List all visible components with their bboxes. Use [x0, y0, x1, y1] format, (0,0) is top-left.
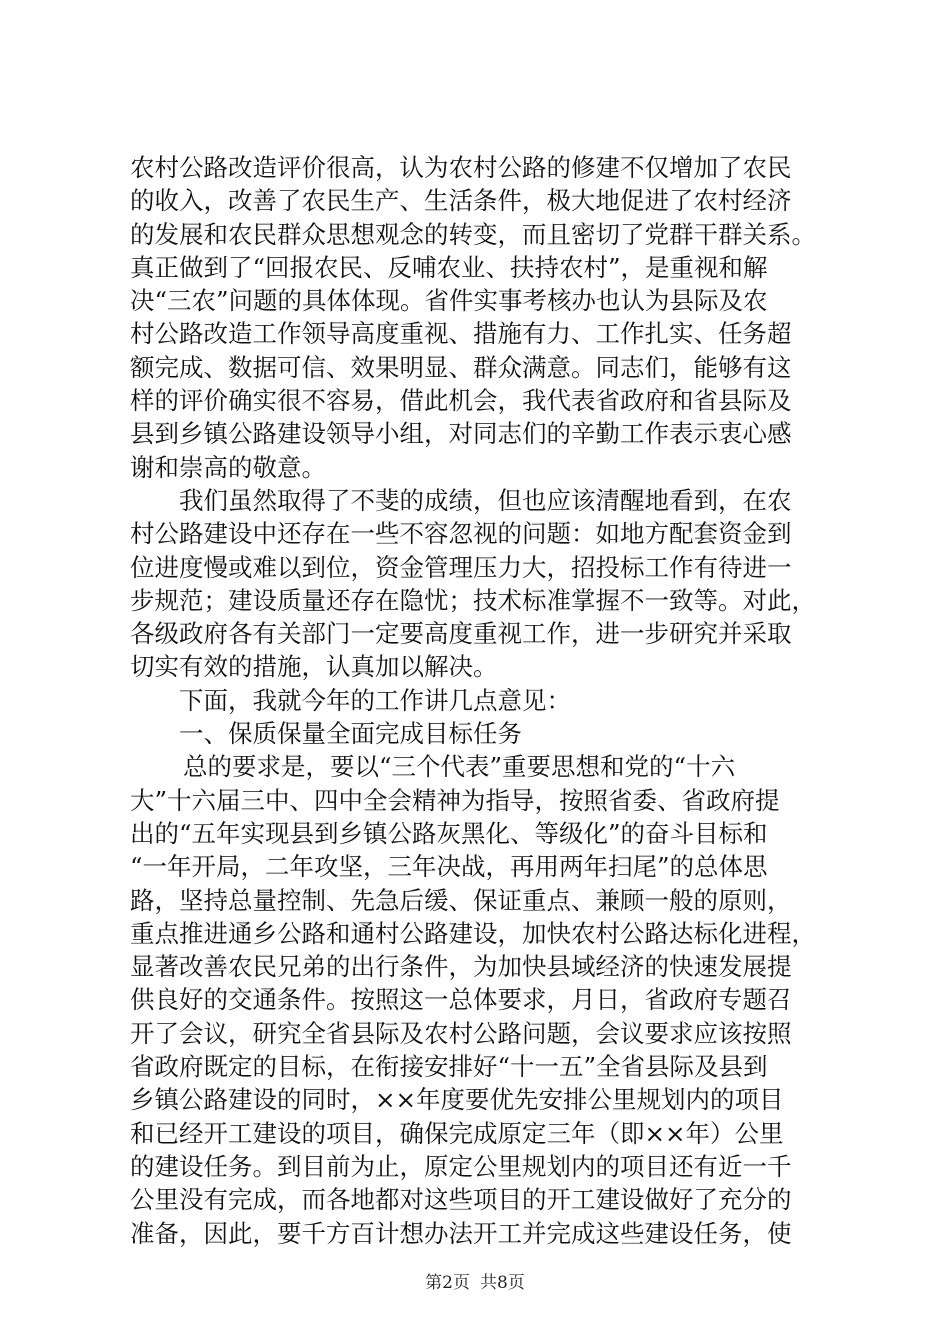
- text-line: 额完成、数据可信、效果明显、群众满意。同志们，能够有这: [130, 352, 792, 382]
- text-line: 样的评价确实很不容易，借此机会，我代表省政府和省县际及: [130, 386, 792, 416]
- paragraph-start-line: 我们虽然取得了不斐的成绩，但也应该清醒地看到，在农: [179, 485, 792, 515]
- text-line: 重点推进通乡公路和通村公路建设，加快农村公路达标化进程，: [130, 918, 816, 948]
- text-line: “一年开局，二年攻坚，三年决战，再用两年扫尾”的总体思: [130, 852, 768, 882]
- text-line: 谢和崇高的敬意。: [130, 452, 326, 482]
- text-line: 农村公路改造评价很高，认为农村公路的修建不仅增加了农民: [130, 153, 792, 182]
- text-line: 的发展和农民群众思想观念的转变，而且密切了党群干群关系。: [130, 219, 816, 249]
- text-line: 位进度慢或难以到位，资金管理压力大，招投标工作有待进一: [130, 552, 792, 582]
- text-line: 县到乡镇公路建设领导小组，对同志们的辛勤工作表示衷心感: [130, 419, 792, 449]
- text-line: 步规范；建设质量还存在隐忧；技术标准掌握不一致等。对此，: [130, 585, 816, 615]
- text-line: 公里没有完成，而各地都对这些项目的开工建设做好了充分的: [130, 1185, 792, 1215]
- text-line: 乡镇公路建设的同时，××年度要优先安排公里规划内的项目: [130, 1085, 784, 1115]
- text-line: 显著改善农民兄弟的出行条件，为加快县域经济的快速发展提: [130, 952, 792, 982]
- paragraph-start-line: 总的要求是，要以“三个代表”重要思想和党的“十六: [183, 752, 736, 782]
- text-line: 各级政府各有关部门一定要高度重视工作，进一步研究并采取: [130, 619, 792, 649]
- paragraph-start-line: 下面，我就今年的工作讲几点意见：: [179, 685, 571, 715]
- document-body: [130, 151, 830, 1250]
- text-line: 省政府既定的目标，在衔接安排好“十一五”全省县际及县到: [130, 1052, 768, 1082]
- text-line: 准备，因此，要千方百计想办法开工并完成这些建设任务，使: [130, 1218, 792, 1248]
- text-line: 切实有效的措施，认真加以解决。: [130, 652, 498, 682]
- text-line: 的建设任务。到目前为止，原定公里规划内的项目还有近一千: [130, 1151, 792, 1181]
- text-line: 大”十六届三中、四中全会精神为指导，按照省委、省政府提: [130, 785, 780, 815]
- text-line: 开了会议，研究全省县际及农村公路问题，会议要求应该按照: [130, 1018, 792, 1048]
- page-total: 共8页: [480, 1273, 525, 1293]
- section-heading: 一、保质保量全面完成目标任务: [179, 719, 522, 749]
- text-line: 的收入，改善了农民生产、生活条件，极大地促进了农村经济: [130, 186, 792, 216]
- text-line: 决“三农”问题的具体体现。省件实事考核办也认为县际及农: [130, 286, 768, 316]
- text-line: 村公路建设中还存在一些不容忽视的问题：如地方配套资金到: [130, 519, 792, 549]
- text-line: 真正做到了“回报农民、反哺农业、扶持农村”，是重视和解: [130, 252, 768, 282]
- text-line: 路，坚持总量控制、先急后缓、保证重点、兼顾一般的原则，: [130, 885, 792, 915]
- text-line: 和已经开工建设的项目，确保完成原定三年（即××年）公里: [130, 1118, 784, 1148]
- page-number: 第2页: [425, 1273, 470, 1293]
- text-line: 出的“五年实现县到乡镇公路灰黑化、等级化”的奋斗目标和: [130, 818, 768, 848]
- text-line: 村公路改造工作领导高度重视、措施有力、工作扎实、任务超: [130, 319, 792, 349]
- page-footer: [0, 1272, 950, 1294]
- text-line: 供良好的交通条件。按照这一总体要求，月日，省政府专题召: [130, 985, 792, 1015]
